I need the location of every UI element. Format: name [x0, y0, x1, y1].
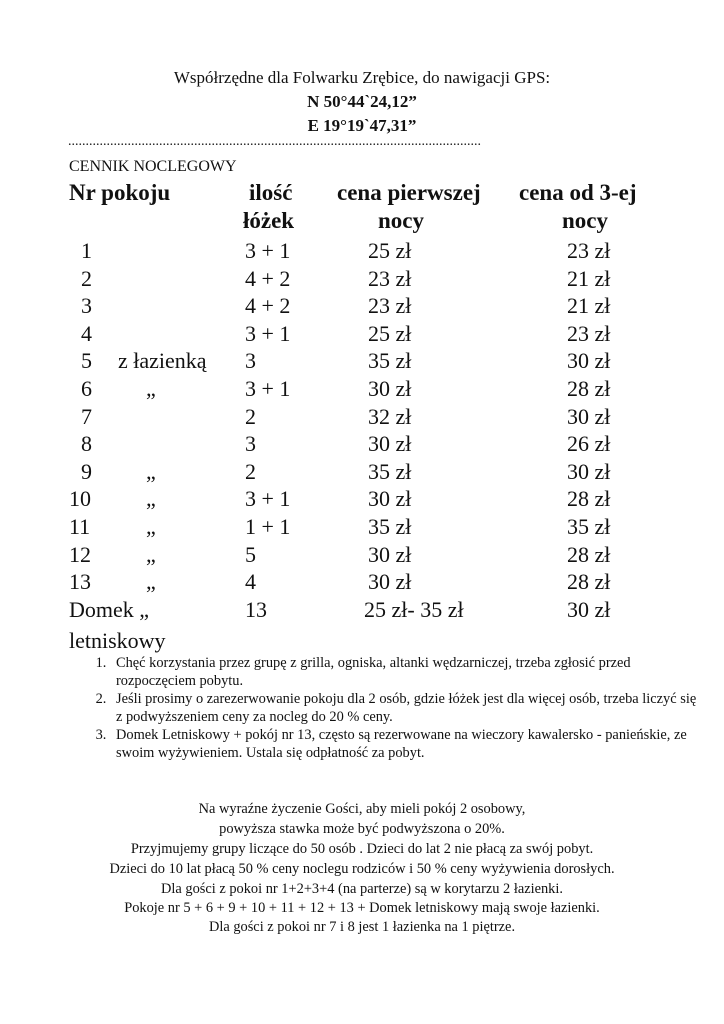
note-text: Chęć korzystania przez grupę z grilla, ogniska, altanki wędzarniczej, trzeba zgłosić przed rozpoczęciem pobytu.: [116, 655, 631, 689]
section-title: CENNIK NOCLEGOWY: [69, 158, 237, 175]
cell-room-nr: 3: [81, 293, 92, 318]
cell-beds: 5: [245, 542, 256, 567]
cell-room-nr: Domek „: [69, 597, 150, 622]
cell-third-night-price: 30 zł: [567, 597, 611, 622]
gps-latitude: N 50°44`24,12”: [307, 92, 417, 111]
cell-first-night-price: 35 zł: [368, 348, 412, 373]
cell-beds: 13: [245, 597, 267, 622]
cell-first-night-price: 30 zł: [368, 431, 412, 456]
cell-room-nr: 5: [81, 348, 92, 373]
cell-beds: 3 + 1: [245, 486, 291, 511]
cell-room-nr: 9: [81, 459, 92, 484]
footer-line: Dla gości z pokoi nr 7 i 8 jest 1 łazienka na 1 piętrze.: [208, 919, 516, 935]
last-row-continuation: letniskowy: [69, 628, 166, 653]
cell-beds: 3 + 1: [245, 238, 291, 263]
cell-room-note: „: [146, 569, 156, 594]
cell-room-nr: 4: [81, 321, 92, 346]
cell-beds: 4: [245, 569, 256, 594]
cell-beds: 3 + 1: [245, 321, 291, 346]
header-room-nr: Nr pokoju: [69, 180, 171, 205]
cell-beds: 2: [245, 404, 256, 429]
header-first-night-line1: cena pierwszej: [337, 180, 481, 205]
cell-beds: 3: [245, 348, 256, 373]
footer-line: Przyjmujemy grupy liczące do 50 osób . Dzieci do lat 2 nie płacą za swój pobyt.: [130, 841, 594, 857]
cell-third-night-price: 28 zł: [567, 486, 611, 511]
cell-beds: 1 + 1: [245, 514, 291, 539]
cell-first-night-price: 35 zł: [368, 459, 412, 484]
note-text: Jeśli prosimy o zarezerwowanie pokoju dla 2 osób, gdzie łóżek jest dla więcej osób, trzeba liczyć się: [116, 691, 697, 707]
cell-third-night-price: 21 zł: [567, 293, 611, 318]
cell-first-night-price: 30 zł: [368, 542, 412, 567]
cell-third-night-price: 30 zł: [567, 459, 611, 484]
cell-third-night-price: 35 zł: [567, 514, 611, 539]
footer-line: Dzieci do 10 lat płacą 50 % ceny noclegu rodziców i 50 % ceny wyżywienia dorosłych.: [109, 861, 615, 877]
gps-intro: Współrzędne dla Folwarku Zrębice, do nawigacji GPS:: [173, 68, 551, 87]
cell-beds: 4 + 2: [245, 293, 291, 318]
cell-room-nr: 2: [81, 266, 92, 291]
cell-room-nr: 8: [81, 431, 92, 456]
cell-first-night-price: 30 zł: [368, 376, 412, 401]
footer-line: powyższa stawka może być podwyższona o 20%.: [219, 821, 505, 837]
cell-first-night-price: 30 zł: [368, 486, 412, 511]
cell-first-night-price: 32 zł: [368, 404, 412, 429]
cell-room-note: z łazienką: [118, 348, 207, 373]
cell-room-nr: 10: [69, 486, 91, 511]
note-item: [110, 654, 700, 690]
cell-third-night-price: 26 zł: [567, 431, 611, 456]
cell-third-night-price: 28 zł: [567, 376, 611, 401]
cell-room-nr: 12: [69, 542, 91, 567]
footer-line: Pokoje nr 5 + 6 + 9 + 10 + 11 + 12 + 13 + Domek letniskowy mają swoje łazienki.: [124, 900, 600, 916]
cell-room-nr: 11: [69, 514, 91, 539]
cell-room-note: „: [146, 542, 156, 567]
cell-third-night-price: 21 zł: [567, 266, 611, 291]
cell-beds: 2: [245, 459, 256, 484]
header-third-night-line1: cena od 3-ej: [519, 180, 637, 205]
cell-beds: 3: [245, 431, 256, 456]
header-beds-line2: łóżek: [243, 208, 295, 233]
cell-beds: 4 + 2: [245, 266, 291, 291]
cell-room-nr: 7: [81, 404, 92, 429]
dotted-separator: ......................................................................................................................: [68, 134, 481, 149]
note-item: [110, 726, 700, 762]
footer-line: Dla gości z pokoi nr 1+2+3+4 (na parterze) są w korytarzu 2 łazienki.: [161, 881, 563, 897]
note-continuation: z podwyższeniem ceny za nocleg do 20 % ceny.: [116, 709, 393, 725]
header-first-night-line2: nocy: [378, 208, 424, 233]
cell-room-note: „: [146, 486, 156, 511]
cell-third-night-price: 28 zł: [567, 542, 611, 567]
cell-third-night-price: 23 zł: [567, 238, 611, 263]
cell-third-night-price: 23 zł: [567, 321, 611, 346]
cell-third-night-price: 30 zł: [567, 348, 611, 373]
note-text: Domek Letniskowy + pokój nr 13, często są rezerwowane na wieczory kawalersko - panieńskie, ze swoim wyżywieniem. Ustala się odpłatność za pobyt.: [116, 727, 687, 761]
cell-first-night-price: 23 zł: [368, 266, 412, 291]
cell-first-night-price: 25 zł: [368, 238, 412, 263]
cell-room-nr: 13: [69, 569, 91, 594]
cell-room-nr: 6: [81, 376, 92, 401]
cell-first-night-price: 30 zł: [368, 569, 412, 594]
cell-first-night-price: 23 zł: [368, 293, 412, 318]
cell-third-night-price: 28 zł: [567, 569, 611, 594]
note-item: [110, 690, 700, 726]
cell-third-night-price: 30 zł: [567, 404, 611, 429]
gps-longitude: E 19°19`47,31”: [307, 116, 417, 135]
cell-room-note: „: [146, 376, 156, 401]
cell-beds: 3 + 1: [245, 376, 291, 401]
cell-first-night-price: 25 zł: [368, 321, 412, 346]
cell-first-night-price: 35 zł: [368, 514, 412, 539]
footer-line: Na wyraźne życzenie Gości, aby mieli pokój 2 osobowy,: [198, 801, 526, 817]
notes-list: [70, 654, 700, 762]
cell-room-note: „: [146, 459, 156, 484]
header-beds-line1: ilość: [249, 180, 293, 205]
header-third-night-line2: nocy: [562, 208, 608, 233]
cell-room-note: „: [146, 514, 156, 539]
cell-room-nr: 1: [81, 238, 92, 263]
cell-first-night-price: 25 zł- 35 zł: [364, 597, 464, 622]
